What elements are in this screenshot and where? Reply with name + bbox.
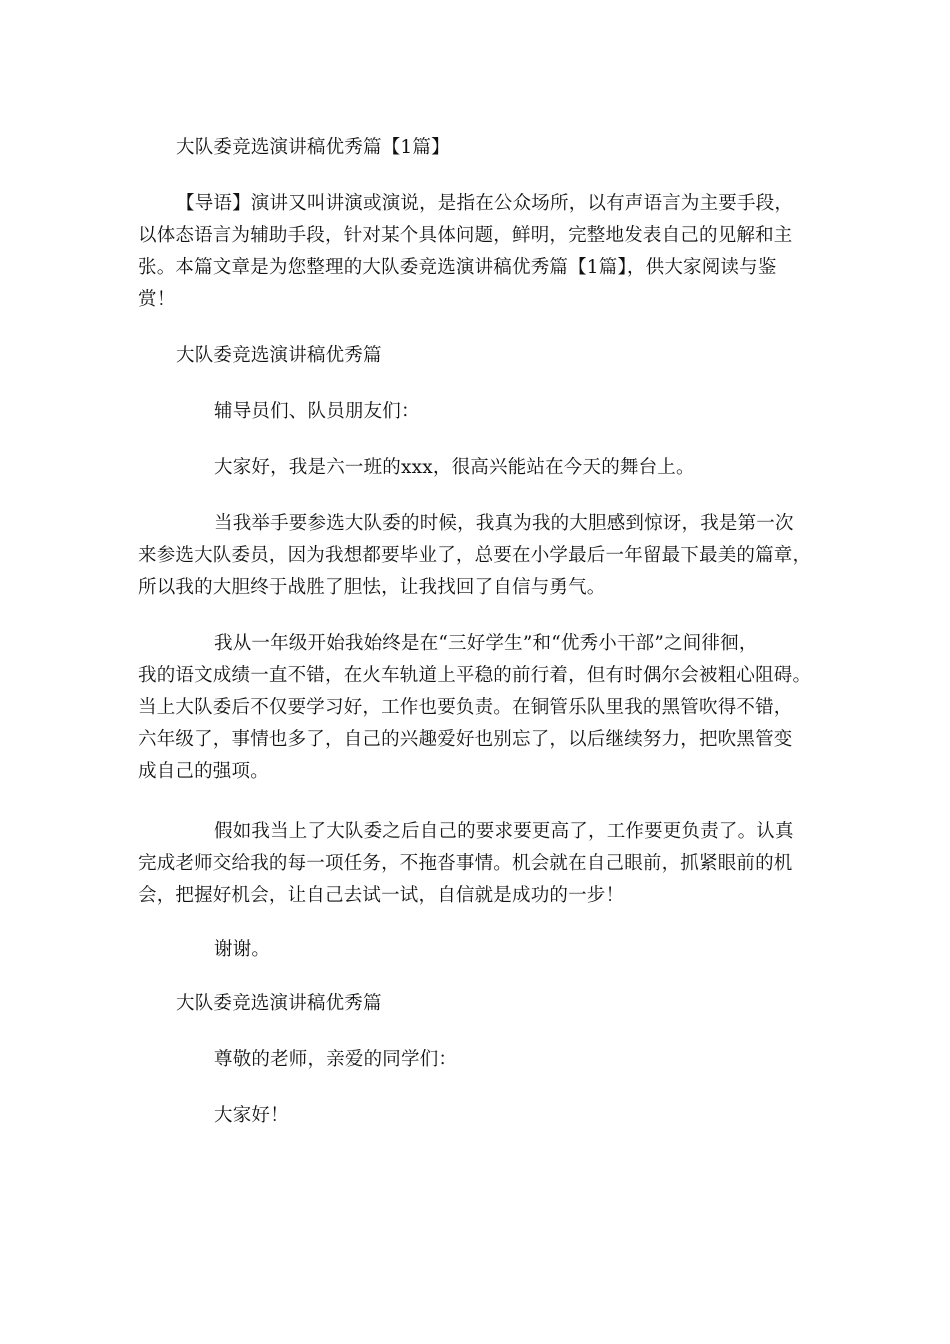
greeting: 大家好！ [214,1105,289,1126]
speech-paragraph [138,508,811,604]
intro-paragraph [138,188,793,316]
speech-paragraph [138,816,794,912]
paragraph-line: 会，把握好机会，让自己去试一试，自信就是成功的一步！ [138,885,625,906]
paragraph-line: 成自己的强项。 [138,761,269,782]
intro-line: 以体态语言为辅助手段，针对某个具体问题，鲜明，完整地发表自己的见解和主 [138,225,793,246]
paragraph-line: 我的语文成绩一直不错，在火车轨道上平稳的前行着，但有时偶尔会被粗心阻碍。 [138,665,812,686]
section-heading: 大队委竞选演讲稿优秀篇 [176,993,382,1014]
intro-line: 赏！ [138,289,176,310]
paragraph-line: 我从一年级开始我始终是在“三好学生”和“优秀小干部”之间徘徊， [214,633,758,654]
intro-line: 张。本篇文章是为您整理的大队委竞选演讲稿优秀篇【1篇】，供大家阅读与鉴 [138,257,777,278]
paragraph-line: 当我举手要参选大队委的时候，我真为我的大胆感到惊讶，我是第一次 [214,513,794,534]
paragraph-line: 来参选大队委员，因为我想都要毕业了，总要在小学最后一年留最下最美的篇章， [138,545,812,566]
paragraph-line: 完成老师交给我的每一项任务，不拖沓事情。机会就在自己眼前，抓紧眼前的机 [138,853,793,874]
greeting: 大家好，我是六一班的xxx，很高兴能站在今天的舞台上。 [214,457,695,478]
salutation: 尊敬的老师，亲爱的同学们： [214,1049,458,1070]
paragraph-line: 当上大队委后不仅要学习好，工作也要负责。在铜管乐队里我的黑管吹得不错， [138,697,793,718]
paragraph-line: 假如我当上了大队委之后自己的要求要更高了，工作要更负责了。认真 [214,821,794,842]
paragraph-line: 六年级了，事情也多了，自己的兴趣爱好也别忘了，以后继续努力，把吹黑管变 [138,729,793,750]
salutation: 辅导员们、队员朋友们： [214,401,420,422]
speech-paragraph [138,628,811,788]
document-title: 大队委竞选演讲稿优秀篇【1篇】 [176,137,450,158]
section-heading: 大队委竞选演讲稿优秀篇 [176,345,382,366]
paragraph-line: 所以我的大胆终于战胜了胆怯，让我找回了自信与勇气。 [138,577,606,598]
closing-thanks: 谢谢。 [214,939,271,960]
intro-line: 【导语】演讲又叫讲演或演说，是指在公众场所，以有声语言为主要手段， [176,193,794,214]
